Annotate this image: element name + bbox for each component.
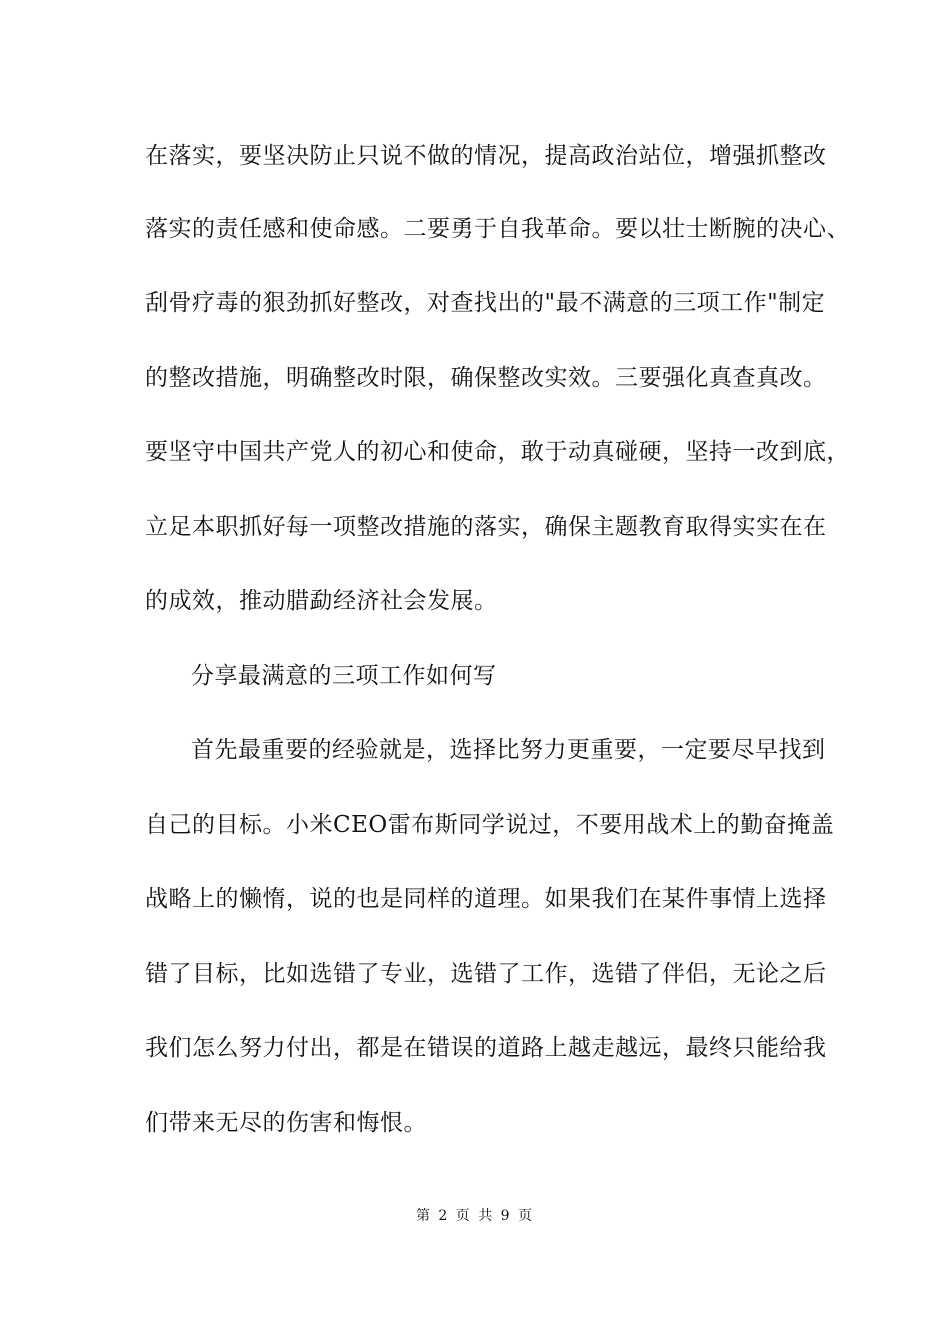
section-heading: 分享最满意的三项工作如何写 [191, 663, 497, 689]
paragraph-line: 错了目标，比如选错了专业，选错了工作，选错了伴侣，无论之后 [145, 961, 827, 987]
paragraph-line: 要坚守中国共产党人的初心和使命，敢于动真碰硬，坚持一改到底， [145, 439, 850, 465]
paragraph-line: 在落实，要坚决防止只说不做的情况，提高政治站位，增强抓整改 [145, 143, 827, 169]
paragraph-line: 立足本职抓好每一项整改措施的落实，确保主题教育取得实实在在 [145, 514, 827, 540]
paragraph-line: 首先最重要的经验就是，选择比努力更重要，一定要尽早找到 [191, 737, 826, 763]
paragraph-line: 们带来无尽的伤害和悔恨。 [145, 1110, 427, 1136]
paragraph-line: 落实的责任感和使命感。二要勇于自我革命。要以壮士断腕的决心、 [145, 216, 850, 242]
paragraph-line: 的成效，推动腊勐经济社会发展。 [145, 588, 498, 614]
page-number-footer: 第 2 页 共 9 页 [415, 1208, 535, 1224]
paragraph-line: 我们怎么努力付出，都是在错误的道路上越走越远，最终只能给我 [145, 1035, 827, 1061]
paragraph-line: 刮骨疗毒的狠劲抓好整改，对查找出的"最不满意的三项工作"制定 [145, 290, 826, 316]
paragraph-line: 战略上的懒惰，说的也是同样的道理。如果我们在某件事情上选择 [145, 886, 827, 912]
paragraph-line: 的整改措施，明确整改时限，确保整改实效。三要强化真查真改。 [145, 365, 827, 391]
paragraph-line: 自己的目标。小米CEO雷布斯同学说过，不要用战术上的勤奋掩盖 [145, 812, 835, 838]
